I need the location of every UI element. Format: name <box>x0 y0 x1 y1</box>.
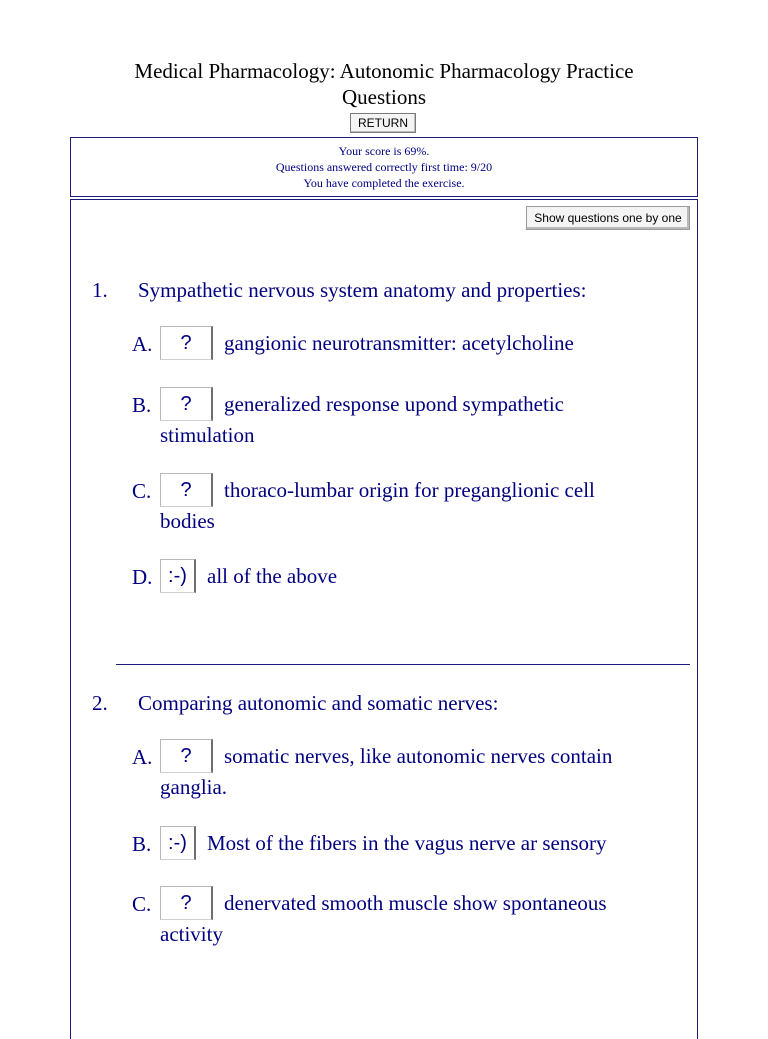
option-text-line: bodies <box>160 509 215 533</box>
option-letter: B. <box>132 832 152 856</box>
answer-button[interactable]: :-) <box>160 826 196 860</box>
answer-button[interactable]: ? <box>160 326 213 360</box>
option-text <box>160 741 612 803</box>
option-text-line: somatic nerves, like autonomic nerves contain <box>224 744 613 768</box>
option-text <box>160 828 606 859</box>
option-text-line: stimulation <box>160 423 255 447</box>
option-text-line: Most of the fibers in the vagus nerve ar sensory <box>207 831 607 855</box>
option-text-line: all of the above <box>207 564 338 588</box>
answer-button[interactable]: ? <box>160 886 213 920</box>
answer-button[interactable]: ? <box>160 473 213 507</box>
question-number: 2. <box>92 691 108 715</box>
score-text: Your score is 69%. <box>338 144 430 158</box>
option-text <box>160 328 574 359</box>
page-title <box>0 58 768 110</box>
show-questions-one-by-one-button[interactable]: Show questions one by one <box>526 206 690 230</box>
option-letter: A. <box>132 745 153 769</box>
option-text-line: generalized response upond sympathetic <box>224 392 564 416</box>
answer-button[interactable]: :-) <box>160 559 196 593</box>
page-title-line-1: Medical Pharmacology: Autonomic Pharmacology Practice <box>134 59 634 83</box>
option-letter: C. <box>132 892 152 916</box>
question-text: Sympathetic nervous system anatomy and properties: <box>138 278 587 302</box>
completion-text: You have completed the exercise. <box>303 176 465 190</box>
option-letter: C. <box>132 479 152 503</box>
option-text <box>160 389 564 451</box>
option-letter: D. <box>132 565 153 589</box>
option-text <box>160 888 607 950</box>
option-text-line: ganglia. <box>160 775 228 799</box>
option-letter: A. <box>132 332 153 356</box>
option-text-line: denervated smooth muscle show spontaneous <box>224 891 607 915</box>
answer-button[interactable]: ? <box>160 387 213 421</box>
return-button[interactable]: RETURN <box>350 113 416 133</box>
option-text <box>160 561 337 592</box>
correct-first-time-text: Questions answered correctly first time: 9/20 <box>275 160 493 174</box>
page-title-line-2: Questions <box>342 85 426 109</box>
option-letter: B. <box>132 393 152 417</box>
question-divider <box>116 664 690 665</box>
answer-button[interactable]: ? <box>160 739 213 773</box>
question-text: Comparing autonomic and somatic nerves: <box>138 691 499 715</box>
option-text-line: activity <box>160 922 223 946</box>
option-text-line: gangionic neurotransmitter: acetylcholine <box>224 331 574 355</box>
option-text-line: thoraco-lumbar origin for preganglionic cell <box>224 478 595 502</box>
question-number: 1. <box>92 278 108 302</box>
option-text <box>160 475 595 537</box>
score-panel <box>70 137 698 197</box>
